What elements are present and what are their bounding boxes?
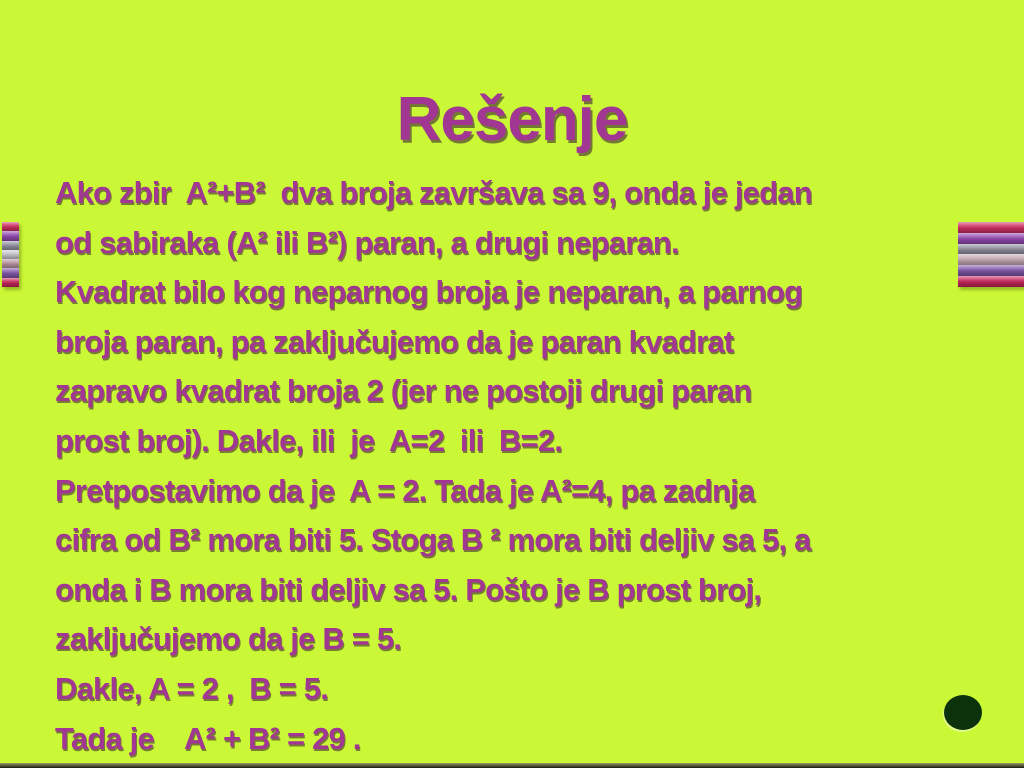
body-line: onda i B mora biti deljiv sa 5. Pošto je B prost broj, <box>55 571 762 607</box>
stripe-segment <box>2 268 19 277</box>
slide-title: Rešenje <box>396 85 628 154</box>
stripe-segment <box>2 250 19 259</box>
stripe-segment <box>958 254 1024 265</box>
stripe-segment <box>958 276 1024 287</box>
stripe-segment <box>2 259 19 268</box>
body-line: zaključujemo da je B = 5. <box>55 621 402 657</box>
stripe-segment <box>2 241 19 250</box>
body-line: Pretpostavimo da je A = 2. Tada je A²=4, pa zadnja <box>55 472 755 508</box>
green-ellipse-shape <box>944 695 982 730</box>
stripe-segment <box>2 278 19 287</box>
body-line: Kvadrat bilo kog neparnog broja je neparan, a parnog <box>55 274 803 310</box>
left-stripes-decoration <box>2 222 19 287</box>
stripe-segment <box>958 244 1024 255</box>
stripe-segment <box>958 265 1024 276</box>
stripe-segment <box>2 231 19 240</box>
stripe-segment <box>958 222 1024 233</box>
body-line: od sabiraka (A² ili B²) paran, a drugi neparan. <box>55 224 679 260</box>
stripe-segment <box>958 233 1024 244</box>
bottom-edge-bar <box>0 763 1024 768</box>
body-line: prost broj). Dakle, ili je A=2 ili B=2. <box>55 422 563 458</box>
body-line: zapravo kvadrat broja 2 (jer ne postoji drugi paran <box>55 373 752 409</box>
body-line: Tada je A² + B² = 29 . <box>55 720 361 756</box>
body-line: Dakle, A = 2 , B = 5. <box>55 670 329 706</box>
stripe-segment <box>2 222 19 231</box>
body-line: broja paran, pa zaključujemo da je paran kvadrat <box>55 323 734 359</box>
body-line: Ako zbir A²+B² dva broja završava sa 9, onda je jedan <box>55 175 812 210</box>
right-stripes-decoration <box>958 222 1024 287</box>
body-line: cifra od B² mora biti 5. Stoga B ² mora biti deljiv sa 5, a <box>55 522 811 558</box>
slide-body <box>55 168 1015 763</box>
